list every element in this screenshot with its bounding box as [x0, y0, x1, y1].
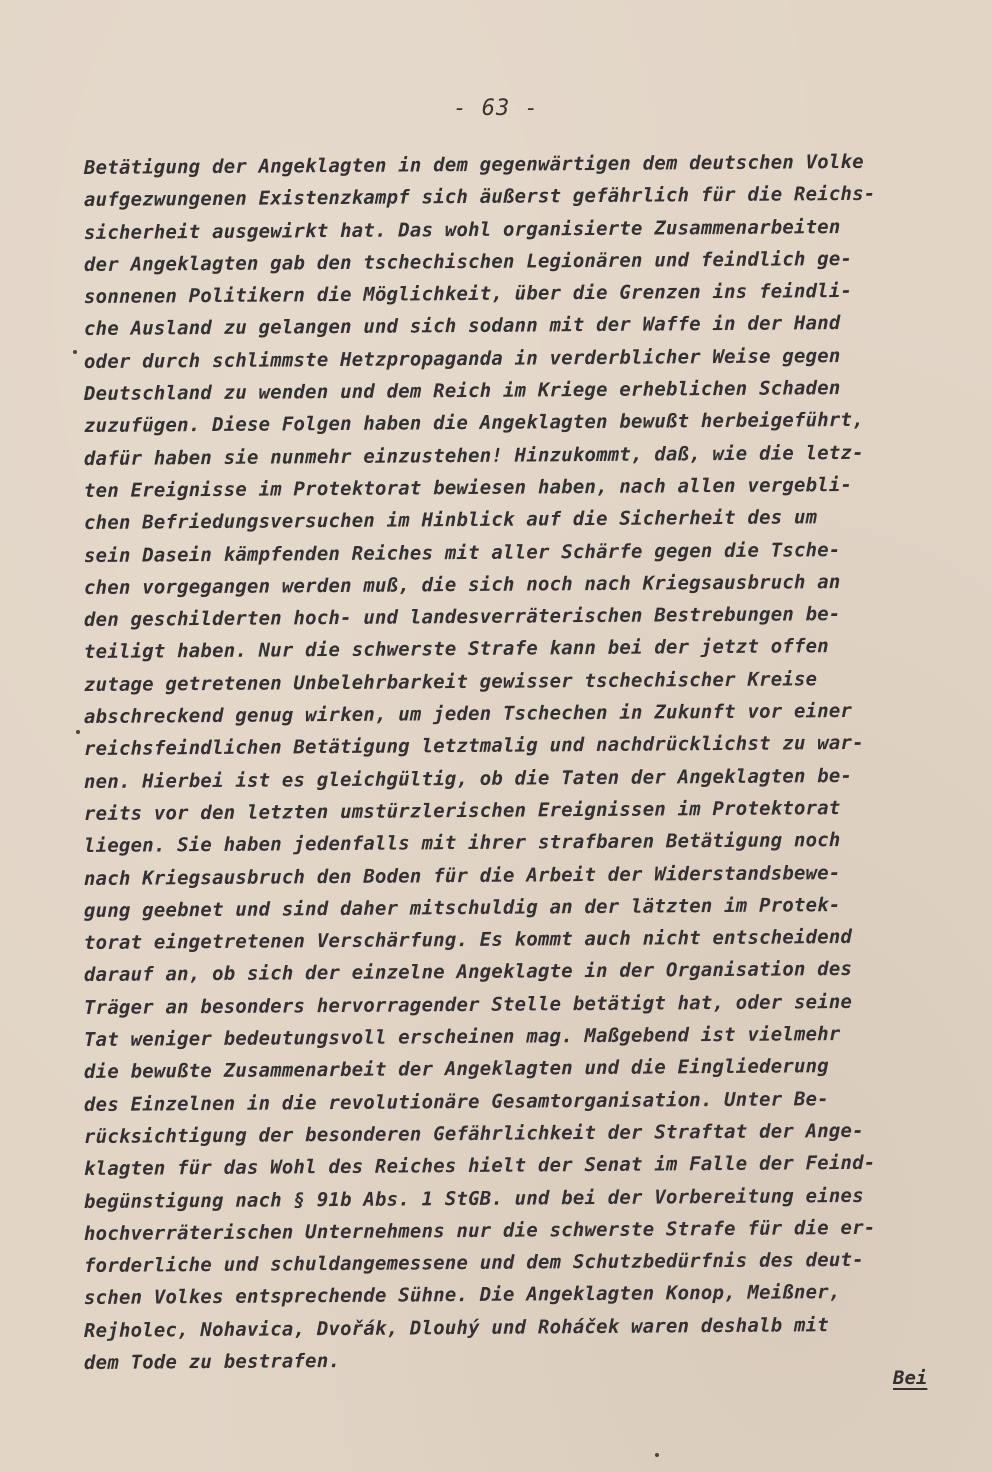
text-line: nach Kriegsausbruch den Boden für die Arbeit der Widerstandsbewe- — [83, 861, 841, 890]
margin-mark — [655, 1453, 659, 1457]
text-line: die bewußte Zusammenarbeit der Angeklagten und die Eingliederung — [83, 1055, 829, 1084]
text-line: dem Tode zu bestrafen. — [83, 1349, 341, 1374]
text-line: klagten für das Wohl des Reiches hielt der Senat im Falle der Feind- — [83, 1151, 876, 1181]
text-line: den geschilderten hoch- und landesverräterischen Bestrebungen be- — [83, 603, 841, 632]
text-line: hochverräterischen Unternehmens nur die schwerste Strafe für die er- — [83, 1216, 876, 1245]
text-line: reichsfeindlichen Betätigung letztmalig und nachdrücklichst zu war- — [83, 732, 864, 761]
catchword: Bei — [893, 1367, 928, 1389]
text-line: Tat weniger bedeutungsvoll erscheinen mag. Maßgebend ist vielmehr — [83, 1023, 841, 1052]
text-line: abschreckend genug wirken, um jeden Tschechen in Zukunft vor einer — [83, 700, 853, 729]
text-line: sonnenen Politikern die Möglichkeit, über die Grenzen ins feindli- — [83, 280, 853, 309]
text-line: Betätigung der Angeklagten in dem gegenwärtigen dem deutschen Volke — [83, 150, 864, 179]
text-line: zuzufügen. Diese Folgen haben die Angeklagten bewußt herbeigeführt, — [83, 409, 864, 438]
text-line: Rejholec, Nohavica, Dvořák, Dlouhý und Roháček waren deshalb mit — [83, 1313, 829, 1342]
text-line: reits vor den letzten umstürzlerischen Ereignissen im Protektorat — [83, 796, 841, 825]
page-number: - 63 - — [453, 96, 539, 121]
text-line: rücksichtigung der besonderen Gefährlichkeit der Straftat der Ange- — [83, 1119, 864, 1148]
text-line: forderliche und schuldangemessene und dem Schutzbedürfnis des deut- — [83, 1248, 864, 1278]
text-line: liegen. Sie haben jedenfalls mit ihrer strafbaren Betätigung noch — [83, 829, 841, 858]
text-line: chen vorgegangen werden muß, die sich noch nach Kriegsausbruch an — [83, 570, 841, 599]
text-line: der Angeklagten gab den tschechischen Legionären und feindlich ge- — [83, 247, 853, 276]
text-line: nen. Hierbei ist es gleichgültig, ob die Taten der Angeklagten be- — [83, 764, 853, 793]
text-line: schen Volkes entsprechende Sühne. Die Angeklagten Konop, Meißner, — [83, 1281, 841, 1310]
text-line: ten Ereignisse im Protektorat bewiesen haben, nach allen vergebli- — [83, 473, 853, 502]
text-line: aufgezwungenen Existenzkampf sich äußerst gefährlich für die Reichs- — [83, 183, 876, 212]
text-line: che Ausland zu gelangen und sich sodann mit der Waffe in der Hand — [83, 312, 841, 341]
text-line: begünstigung nach § 91b Abs. 1 StGB. und bei der Vorbereitung eines — [83, 1184, 864, 1213]
text-line: gung geebnet und sind daher mitschuldig an der lätzten im Protek- — [83, 893, 841, 922]
text-line: darauf an, ob sich der einzelne Angeklagte in der Organisation des — [83, 958, 853, 987]
text-line: teiligt haben. Nur die schwerste Strafe kann bei der jetzt offen — [83, 635, 829, 664]
text-line: des Einzelnen in die revolutionäre Gesamtorganisation. Unter Be- — [83, 1087, 829, 1116]
text-line: chen Befriedungsversuchen im Hinblick auf die Sicherheit des um — [83, 506, 818, 535]
text-line: dafür haben sie nunmehr einzustehen! Hinzukommt, daß, wie die letz- — [83, 441, 864, 470]
text-line: Träger an besonders hervorragender Stelle betätigt hat, oder seine — [83, 990, 853, 1019]
text-line: torat eingetretenen Verschärfung. Es kommt auch nicht entscheidend — [83, 926, 853, 955]
text-line: oder durch schlimmste Hetzpropaganda in verderblicher Weise gegen — [83, 344, 841, 373]
text-line: zutage getretenen Unbelehrbarkeit gewisser tschechischer Kreise — [83, 667, 818, 696]
text-line: sein Dasein kämpfenden Reiches mit aller Schärfe gegen die Tsche- — [83, 538, 841, 567]
margin-mark — [73, 350, 77, 354]
body-text — [84, 152, 964, 1379]
text-line: Deutschland zu wenden und dem Reich im Kriege erheblichen Schaden — [83, 377, 841, 406]
text-line: sicherheit ausgewirkt hat. Das wohl organisierte Zusammenarbeiten — [83, 215, 841, 244]
margin-mark — [76, 730, 80, 734]
